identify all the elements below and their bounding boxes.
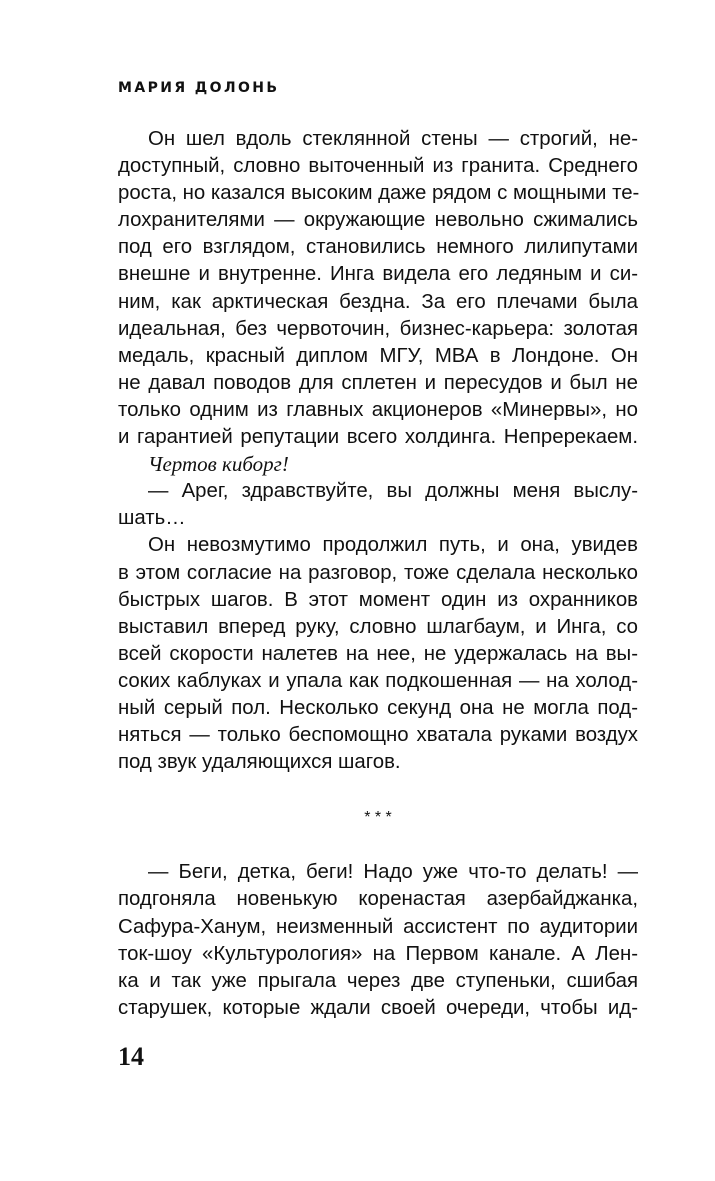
section-gap (118, 776, 638, 804)
italic-thought-line: Чертов киборг! (148, 452, 289, 477)
book-text-body (118, 126, 638, 1022)
section-separator: * * * (364, 809, 392, 827)
dialogue-line: — Беги, детка, беги! Надо уже что-то делать! — (148, 861, 638, 884)
text-line: Он невозмутимо продолжил путь, и она, увидев (148, 534, 638, 557)
text-line: быстрых шагов. В этот момент один из охранников (118, 588, 638, 611)
text-line: няться — только беспомощно хватала руками воздух (118, 724, 638, 747)
text-line: роста, но казался высоким даже рядом с мощными те- (118, 182, 640, 205)
page-number: 14 (118, 1042, 144, 1071)
text-line: подгоняла новенькую коренастая азербайджанка, (118, 888, 638, 911)
text-line: Он шел вдоль стеклянной стены — строгий, не- (148, 128, 638, 150)
text-line: только одним из главных акционеров «Минервы», но (118, 398, 638, 421)
text-line: не давал поводов для сплетен и пересудов и был не (118, 371, 638, 394)
text-line: Сафура-Ханум, неизменный ассистент по аудитории (118, 915, 638, 938)
text-line: лохранителями — окружающие невольно сжимались (118, 209, 638, 232)
running-head-author: МАРИЯ ДОЛОНЬ (118, 80, 280, 96)
text-line: доступный, словно выточенный из гранита. Среднего (118, 155, 638, 178)
text-line: идеальная, без червоточин, бизнес-карьера: золотая (118, 317, 638, 340)
text-line: ка и так уже прыгала через две ступеньки, сшибая (118, 969, 638, 992)
text-line: соких каблуках и упала как подкошенная — на холод- (118, 669, 638, 692)
text-line: внешне и внутренне. Инга видела его ледяным и си- (118, 263, 638, 286)
text-line: ный серый пол. Несколько секунд она не могла под- (118, 696, 638, 719)
dialogue-line: — Арег, здравствуйте, вы должны меня выслу- (148, 480, 638, 503)
text-line: под звук удаляющихся шагов. (118, 751, 401, 774)
text-line: и гарантией репутации всего холдинга. Непререкаем. (118, 426, 638, 449)
text-line: ток-шоу «Культурология» на Первом канале. А Лен- (118, 942, 638, 965)
text-line: шать… (118, 507, 186, 530)
text-line: в этом согласие на разговор, тоже сделала несколько (118, 561, 638, 584)
text-line: выставил вперед руку, словно шлагбаум, и Инга, со (118, 615, 638, 638)
text-line: старушек, которые ждали своей очереди, чтобы ид- (118, 996, 638, 1019)
text-line: медаль, красный диплом МГУ, МВА в Лондоне. Он (118, 344, 638, 367)
text-line: под его взглядом, становились немного лилипутами (118, 236, 638, 259)
section-gap (118, 831, 638, 859)
text-line: ним, как арктическая бездна. За его плечами была (118, 290, 638, 313)
text-line: всей скорости налетев на нее, не удержалась на вы- (118, 642, 638, 665)
